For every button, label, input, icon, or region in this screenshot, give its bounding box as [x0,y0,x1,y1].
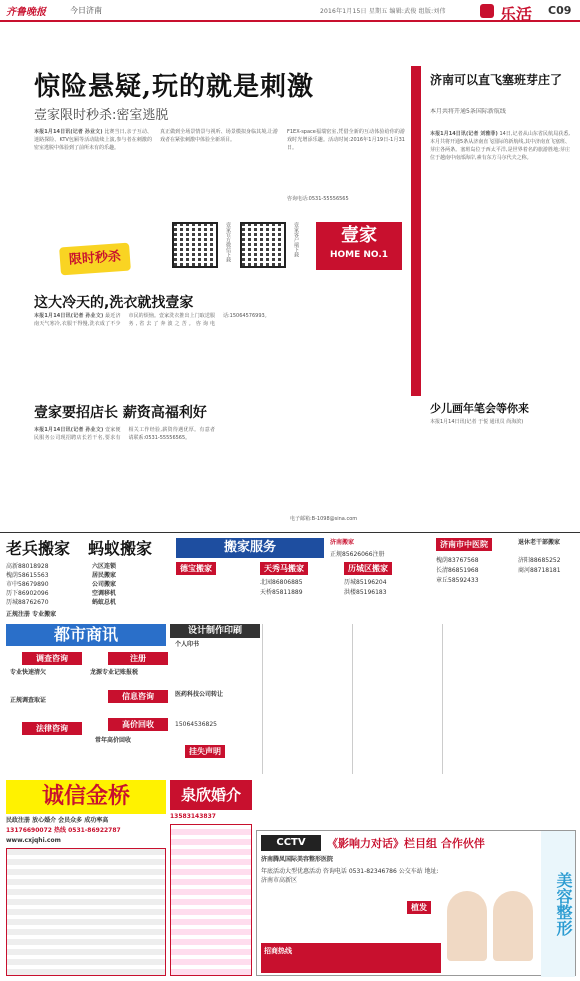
flash-sale-badge [59,243,131,276]
page-number: C09 [548,4,572,17]
service-header: 调查咨询 [22,652,82,665]
spring-phone: 13583143837 [170,813,216,820]
flash-sale-label: 限时秒杀 [68,249,122,268]
phone-listing: 洪楼85196183 [344,589,387,596]
phone-listing: 长清86851968 [436,567,479,574]
lead-col-2: 真正做到全场景情景与视听、场景模拟身临其境,让游戏者在紧张刺激中体验全新项目。 [160,129,278,143]
cctv-ad-title: 《影响力对话》栏目组 合作伙伴 [327,837,485,850]
jinan-mover-title: 济南搬家 [330,539,355,546]
phone-listing: 章丘58592433 [436,577,479,584]
phone-listing: 商河88718181 [518,567,561,574]
mover-regular: 专业搬家 [32,611,57,618]
spring-banner [170,780,252,810]
phone-listing: 槐荫83767568 [436,557,479,564]
mover-tag: 历城区搬家 [344,562,392,575]
mover-line: 历城88762670 [6,599,49,606]
story-hiring-headline: 壹家要招店长 薪资高福利好 [34,405,207,421]
lead-col-1 [34,128,152,240]
side-headline-2: 少儿画年笔会等你来 [430,402,529,415]
qr-code-wechat[interactable] [172,222,218,268]
recycle-notice: 常年高价回收 [95,737,132,744]
mover-ad-2-title: 蚂蚁搬家 [88,539,153,558]
beauty-sidebar: 美容整形 [541,831,575,977]
side-byline: 本报1月14日讯(记者 刘雅菲) [430,131,498,137]
ad-tag: 植发 [407,901,431,914]
phone-listing: 天桥85811889 [260,589,303,596]
mover-line: 空调移机 [92,590,117,597]
design-print-banner: 设计制作印刷 [170,624,260,638]
notice-column-1 [262,624,352,774]
spring-listings [170,824,252,976]
pharma-phone: 15064536825 [175,721,217,728]
city-news-banner: 都市商讯 [6,624,166,646]
mover-lines-2 [92,562,162,607]
service-header: 信息咨询 [108,690,168,703]
notice-column-3 [442,624,576,774]
notice-column-2 [352,624,442,774]
side-text: 14日,记者从山东省民航局获悉,本月共将开通5条从济南直飞国际的新航线,其中济南直飞塞班、芽庄各两条。塞班岛位于西太平洋,是世界着名的旅游胜地;芽庄位于越南中南部海岸,素有东方马尔代夫之称。 [430,131,570,161]
qr-code-app[interactable] [240,222,286,268]
side-subheadline: 本月共将开通5条国际新航线 [430,108,506,115]
qr-caption-wechat: 壹家官方微信下载 [225,222,231,262]
spring-title: 泉欣婚介 [180,786,241,804]
portrait-2 [493,891,533,961]
lead-col-3: F1EX-space福瑞密室,凭借全新的互动体验给你的游戏时光增添乐趣。活动时间:2016年1月19日-1月31日。 [287,129,405,151]
mover-ad-1-title: 老兵搬家 [6,539,71,558]
side-byline-2: 本报1月14日讯(记者 于悦 通讯员 尚海滨) [430,419,524,425]
lead-subheadline: 壹家限时秒杀:密室逃脱 [34,108,169,123]
story-hiring-byline: 本报1月14日讯(记者 孙业文) [34,427,104,433]
story-laundry-byline: 本报1月14日讯(记者 孙业文) [34,313,104,319]
mover-line: 历下86902096 [6,590,49,597]
service-bookkeeping: 龙源专业记账报税 [90,669,139,676]
mover-tag: 德宝搬家 [176,562,216,575]
section-name: 乐活 [500,5,533,24]
service-header: 注册 [108,652,168,665]
story-hiring-contact: 电子邮箱:B-1098@sina.com [290,516,358,522]
lead-body-1: 比赛当日,亲子互动、迷路探险、KTV包厢等活动陆续上演,参与者在刺激的密室逃脱中体验到了前所未有的乐趣。 [34,129,152,151]
gold-bridge-phone: 13176690072 热线 0531-86922787 [6,827,121,834]
mover-regulars [6,610,56,619]
mover-regular: 正规注册 [6,611,31,618]
lead-byline: 本报1月14日讯(记者 孙业文) [34,129,103,135]
mover-line: 居民搬家 [92,572,117,579]
phone-listing: 济阳88685252 [518,557,561,564]
cctv-ad [256,830,576,976]
story-laundry-text: 最近济南天气寒冷,衣服干得慢,洗衣成了不少市民的烦恼。壹家洗衣推出上门取送服务,省去了奔波之苦。咨询电话:15064576993。 [34,313,270,327]
service-debt: 专业快速清欠 [10,669,47,676]
mover-directory [176,562,430,612]
section-icon [480,4,494,18]
ad-footer: 招商热线 [261,943,441,973]
gold-bridge-sub: 民政注册 放心婚介 会员众多 成功率高 [6,817,109,824]
mover-line: 蚂蚁总机 [92,599,117,606]
brand-english: HOME NO.1 [329,250,389,260]
brand-name: 壹家 [341,225,377,246]
story-hiring-text: 壹家便民服务公司现招聘店长若干名,要求有相关工作经验,薪资待遇优厚。有意者请联系:0531-55556565。 [34,427,215,441]
lead-hotline: 咨询电话:0531-55556565 [287,196,349,202]
health-title: 济南市中医院 [436,538,492,551]
cctv-logo: CCTV [261,835,321,851]
gold-bridge-listings [6,848,166,976]
story-laundry-body [34,312,404,392]
gold-bridge-web: www.cxjqhi.com [6,837,61,844]
movers-banner: 搬家服务 [176,538,324,558]
story-hiring-body [34,426,404,526]
cctv-ad-body: 年底活动大型优惠活动 咨询电话 0531-82346786 公交车站 地址:济南市高新区 [261,868,439,884]
home-no1-logo [316,222,402,270]
story-laundry-headline: 这大冷天的,洗衣就找壹家 [34,295,194,311]
jinan-mover-phone: 正规85626066注册 [330,551,385,558]
service-header: 高价回收 [108,718,168,731]
mover-line: 市中58679890 [6,581,49,588]
newspaper-logo: 齐鲁晚报 [6,7,46,18]
issue-meta: 2016年1月15日 星期五 编辑:武俊 组版:刘伟 [320,8,446,15]
cctv-ad-sub: 济南腾凤国际美容整形医院 [261,856,334,863]
mover-line: 槐荫58615563 [6,572,49,579]
side-accent-bar [411,66,421,396]
phone-listing: 北园86806885 [260,579,303,586]
lead-headline: 惊险悬疑,玩的就是刺激 [34,72,315,102]
health-ad [436,538,576,618]
section-subtitle: 今日济南 [70,6,102,15]
retire-title: 退休老干部搬家 [518,539,561,546]
side-headline: 济南可以直飞塞班芽庄了 [430,73,563,87]
service-investigation: 正规调查取证 [10,697,47,704]
pharma-transfer: 医药科技公司转让 [175,691,224,698]
gold-bridge-title: 诚信金桥 [41,784,130,809]
service-header: 法律咨询 [22,722,82,735]
personal-print: 个人印书 [175,641,200,648]
mover-line: 公司搬家 [92,581,117,588]
phone-listing: 历城85196204 [344,579,387,586]
mover-line: 六区连锁 [92,563,117,570]
gold-bridge-banner [6,780,166,814]
classified-divider [0,532,580,533]
mover-lines-1 [6,562,86,607]
portrait-1 [447,891,487,961]
mover-line: 高新88018928 [6,563,49,570]
side-body [430,130,570,390]
qr-caption-app: 壹家客户端下载 [293,222,299,257]
mover-tag: 天秀马搬家 [260,562,308,575]
lost-notice-header: 挂失声明 [185,745,225,758]
